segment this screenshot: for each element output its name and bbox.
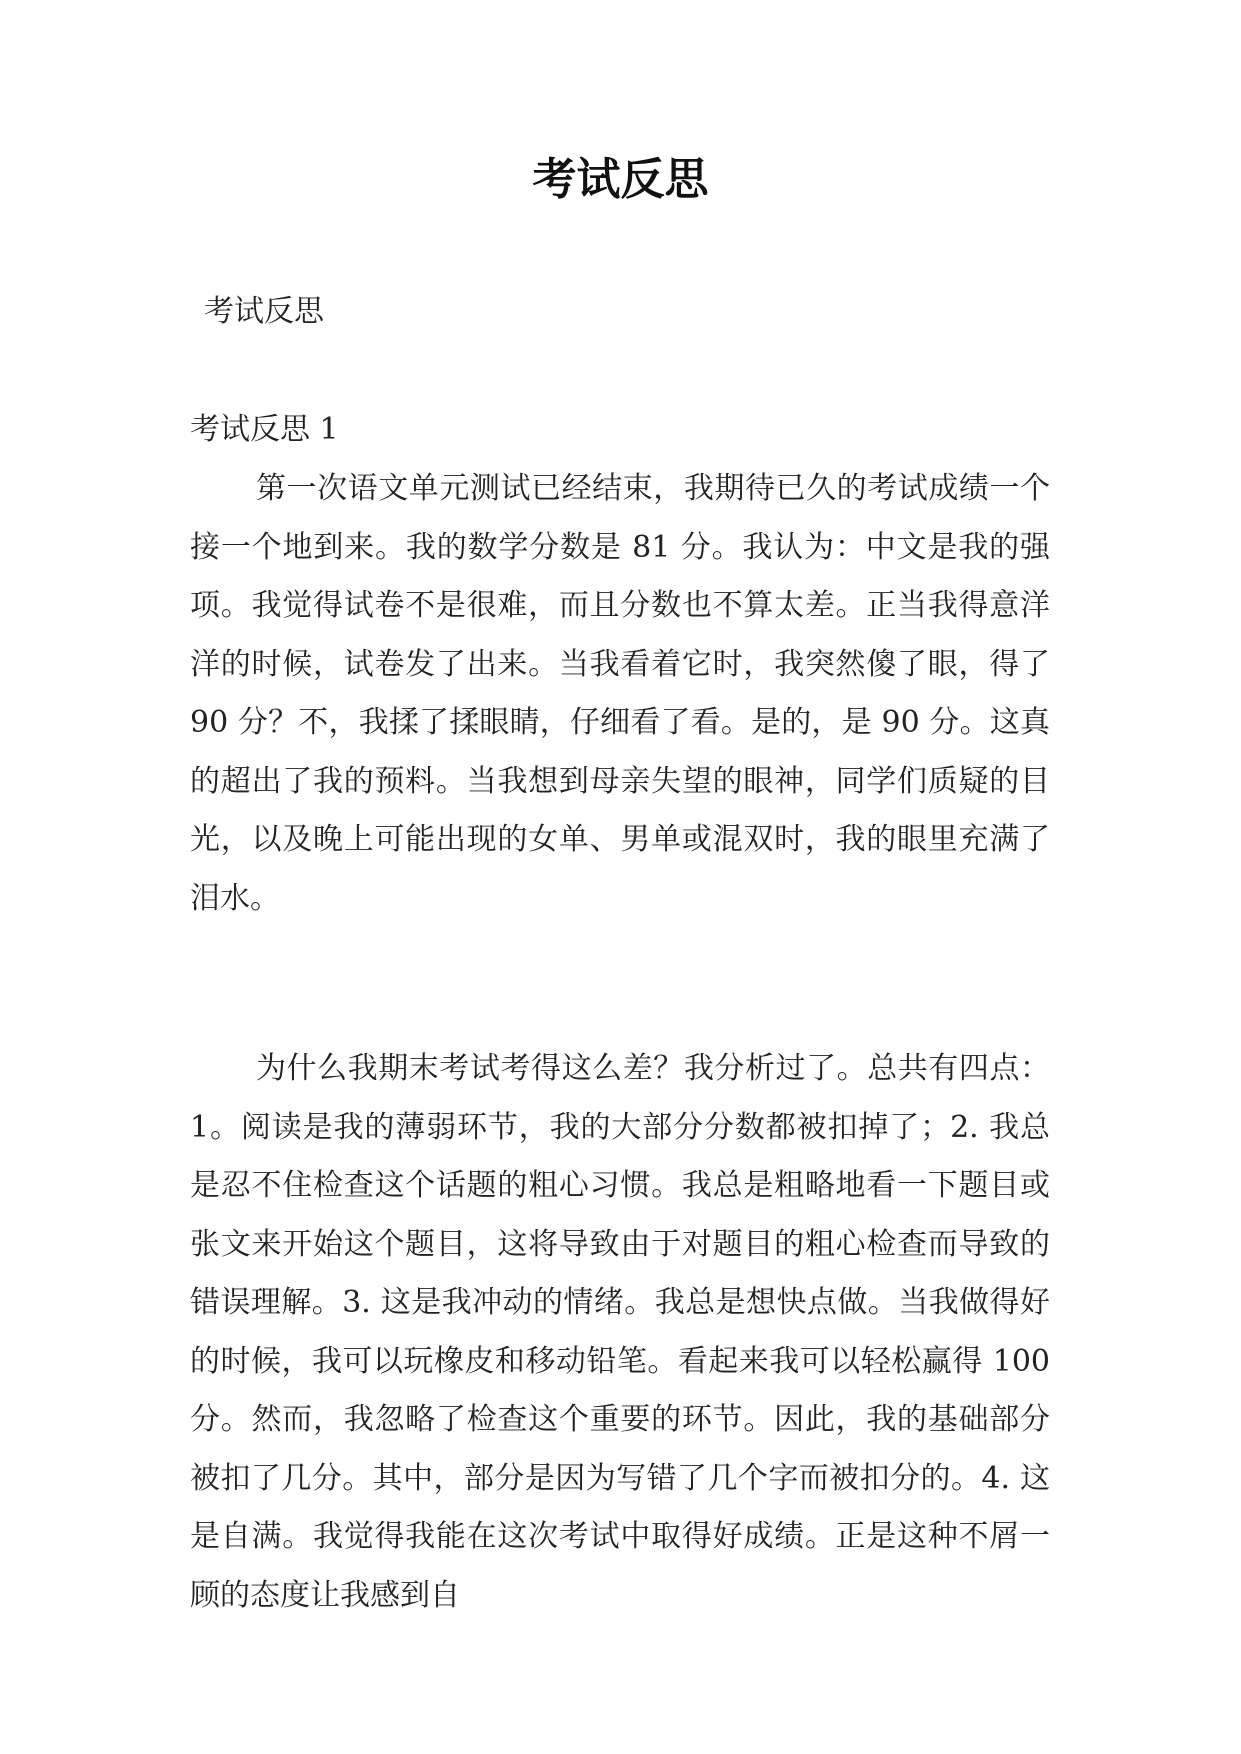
document-title: 考试反思	[532, 154, 709, 205]
section-heading: 考试反思 1	[190, 412, 339, 447]
document-subtitle: 考试反思	[204, 294, 324, 329]
paragraph: 第一次语文单元测试已经结束，我期待已久的考试成绩一个接一个地到来。我的数学分数是 81 分。我认为：中文是我的强项。我觉得试卷不是很难，而且分数也不算太差。正当我得意洋洋的时候，试卷发了出来。当我看着它时，我突然傻了眼，得了 90 分？不，我揉了揉眼睛，仔细看了看。是的，是 90 分。这真的超出了我的预料。当我想到母亲失望的眼神，同学们质疑的目光，以及晚上可能出现的女单、男单或混双时，我的眼里充满了泪水。	[190, 471, 1050, 916]
paragraph: 为什么我期末考试考得这么差？我分析过了。总共有四点：1。阅读是我的薄弱环节，我的大部分分数都被扣掉了；2. 我总是忍不住检查这个话题的粗心习惯。我总是粗略地看一下题目或张文来开始这个题目，这将导致由于对题目的粗心检查而导致的错误理解。3. 这是我冲动的情绪。我总是想快点做。当我做得好的时候，我可以玩橡皮和移动铅笔。看起来我可以轻松赢得 100 分。然而，我忽略了检查这个重要的环节。因此，我的基础部分被扣了几分。其中，部分是因为写错了几个字而被扣分的。4. 这是自满。我觉得我能在这次考试中取得好成绩。正是这种不屑一顾的态度让我感到自	[190, 1051, 1050, 1613]
